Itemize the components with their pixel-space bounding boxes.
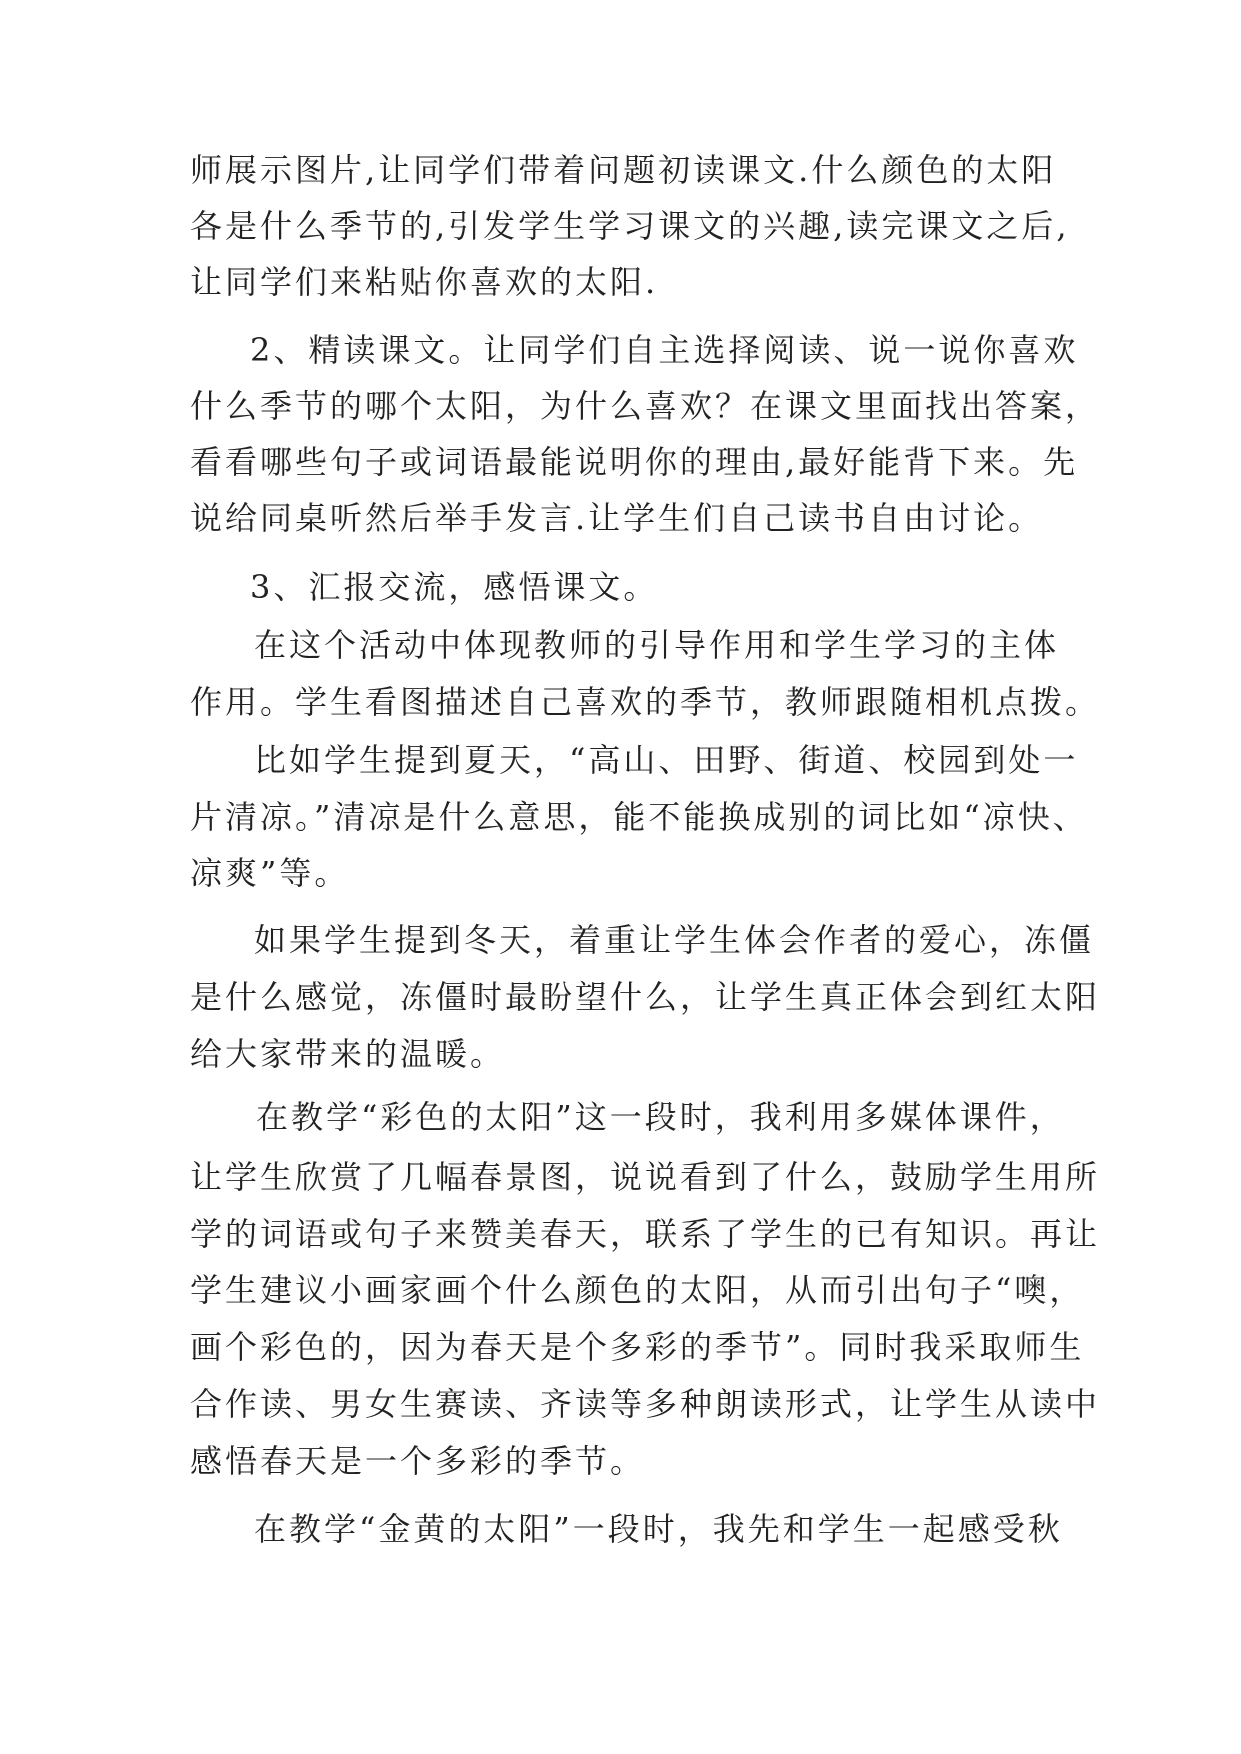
text-line: 让同学们来粘贴你喜欢的太阳. (190, 263, 659, 301)
text-line: 片清凉。”清凉是什么意思，能不能换成别的词比如“凉快、 (190, 798, 1088, 836)
text-line: 看看哪些句子或词语最能说明你的理由,最好能背下来。先 (190, 443, 1079, 481)
text-line: 各是什么季节的,引发学生学习课文的兴趣,读完课文之后, (190, 207, 1070, 245)
text-line: 说给同桌听然后举手发言.让学生们自己读书自由讨论。 (190, 499, 1044, 537)
text-line: 什么季节的哪个太阳，为什么喜欢？在课文里面找出答案， (190, 387, 1101, 425)
text-line: 比如学生提到夏天，“高山、田野、街道、校园到处一 (254, 741, 1079, 779)
text-line: 在教学“彩色的太阳”这一段时，我利用多媒体课件， (256, 1098, 1065, 1136)
text-line: 在这个活动中体现教师的引导作用和学生学习的主体 (254, 626, 1060, 664)
text-line: 给大家带来的温暖。 (190, 1035, 506, 1073)
text-line: 让学生欣赏了几幅春景图，说说看到了什么，鼓励学生用所 (190, 1158, 1101, 1196)
text-line: 画个彩色的，因为春天是个多彩的季节”。同时我采取师生 (190, 1328, 1085, 1366)
text-line: 作用。学生看图描述自己喜欢的季节，教师跟随相机点拨。 (190, 683, 1101, 721)
text-line: 3、汇报交流，感悟课文。 (250, 568, 659, 606)
text-line: 学的词语或句子来赞美春天，联系了学生的已有知识。再让 (190, 1215, 1101, 1253)
text-line: 学生建议小画家画个什么颜色的太阳，从而引出句子“噢， (190, 1271, 1085, 1309)
text-line: 师展示图片,让同学们带着问题初读课文.什么颜色的太阳 (190, 151, 1057, 189)
text-line: 2、精读课文。让同学们自主选择阅读、说一说你喜欢 (250, 331, 1079, 369)
text-line: 感悟春天是一个多彩的季节。 (190, 1442, 646, 1480)
text-line: 如果学生提到冬天，着重让学生体会作者的爱心，冻僵 (254, 921, 1095, 959)
text-line: 凉爽”等。 (190, 854, 350, 892)
text-line: 是什么感觉，冻僵时最盼望什么，让学生真正体会到红太阳 (190, 978, 1101, 1016)
text-line: 合作读、男女生赛读、齐读等多种朗读形式，让学生从读中 (190, 1385, 1101, 1423)
text-line: 在教学“金黄的太阳”一段时，我先和学生一起感受秋 (254, 1510, 1063, 1548)
